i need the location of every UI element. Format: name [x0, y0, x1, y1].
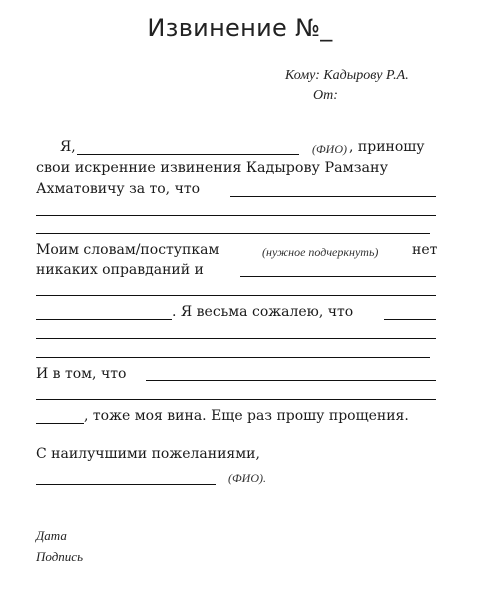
reason-blank-line-3[interactable] [36, 233, 430, 234]
signature-fio-line[interactable] [36, 484, 216, 485]
fault-blank-line-3[interactable] [36, 423, 84, 424]
regret-blank-line-2[interactable] [36, 338, 436, 339]
text-line6: . Я весьма сожалею, что [172, 304, 354, 320]
excuse-blank-line-3[interactable] [36, 319, 172, 320]
date-label: Дата [36, 528, 67, 543]
reason-blank-line-2[interactable] [36, 215, 436, 216]
text-line7: И в том, что [36, 366, 127, 382]
fio-hint-2: (ФИО). [228, 471, 266, 485]
signature-label: Подпись [36, 549, 83, 564]
text-line3: Ахматовичу за то, что [36, 181, 201, 197]
text-line4: Моим словам/поступкам [36, 242, 220, 258]
text-line1-tail: , приношу [349, 139, 425, 155]
regret-blank-line-3[interactable] [36, 357, 430, 358]
excuse-blank-line-2[interactable] [36, 295, 436, 296]
text-line5: никаких оправданий и [36, 262, 204, 278]
underline-hint: (нужное подчеркнуть) [262, 245, 379, 259]
fio-blank-line[interactable] [77, 154, 299, 155]
text-ya: Я, [60, 139, 76, 155]
fault-blank-line-2[interactable] [36, 399, 436, 400]
excuse-blank-line-1[interactable] [240, 276, 436, 277]
text-line4-tail: нет [412, 242, 438, 258]
page-title: Извинение №_ [147, 14, 333, 42]
text-line2: свои искренние извинения Кадырову Рамзану [36, 160, 388, 176]
fault-blank-line-1[interactable] [146, 380, 436, 381]
reason-blank-line-1[interactable] [230, 196, 436, 197]
regret-blank-line-1[interactable] [384, 319, 436, 320]
text-line8: , тоже моя вина. Еще раз прошу прощения. [84, 408, 409, 424]
recipient-line: Кому: Кадырову Р.А. [285, 68, 409, 83]
fio-hint: (ФИО) [312, 142, 347, 156]
sender-line: От: [313, 88, 338, 103]
closing-text: С наилучшими пожеланиями, [36, 446, 260, 462]
